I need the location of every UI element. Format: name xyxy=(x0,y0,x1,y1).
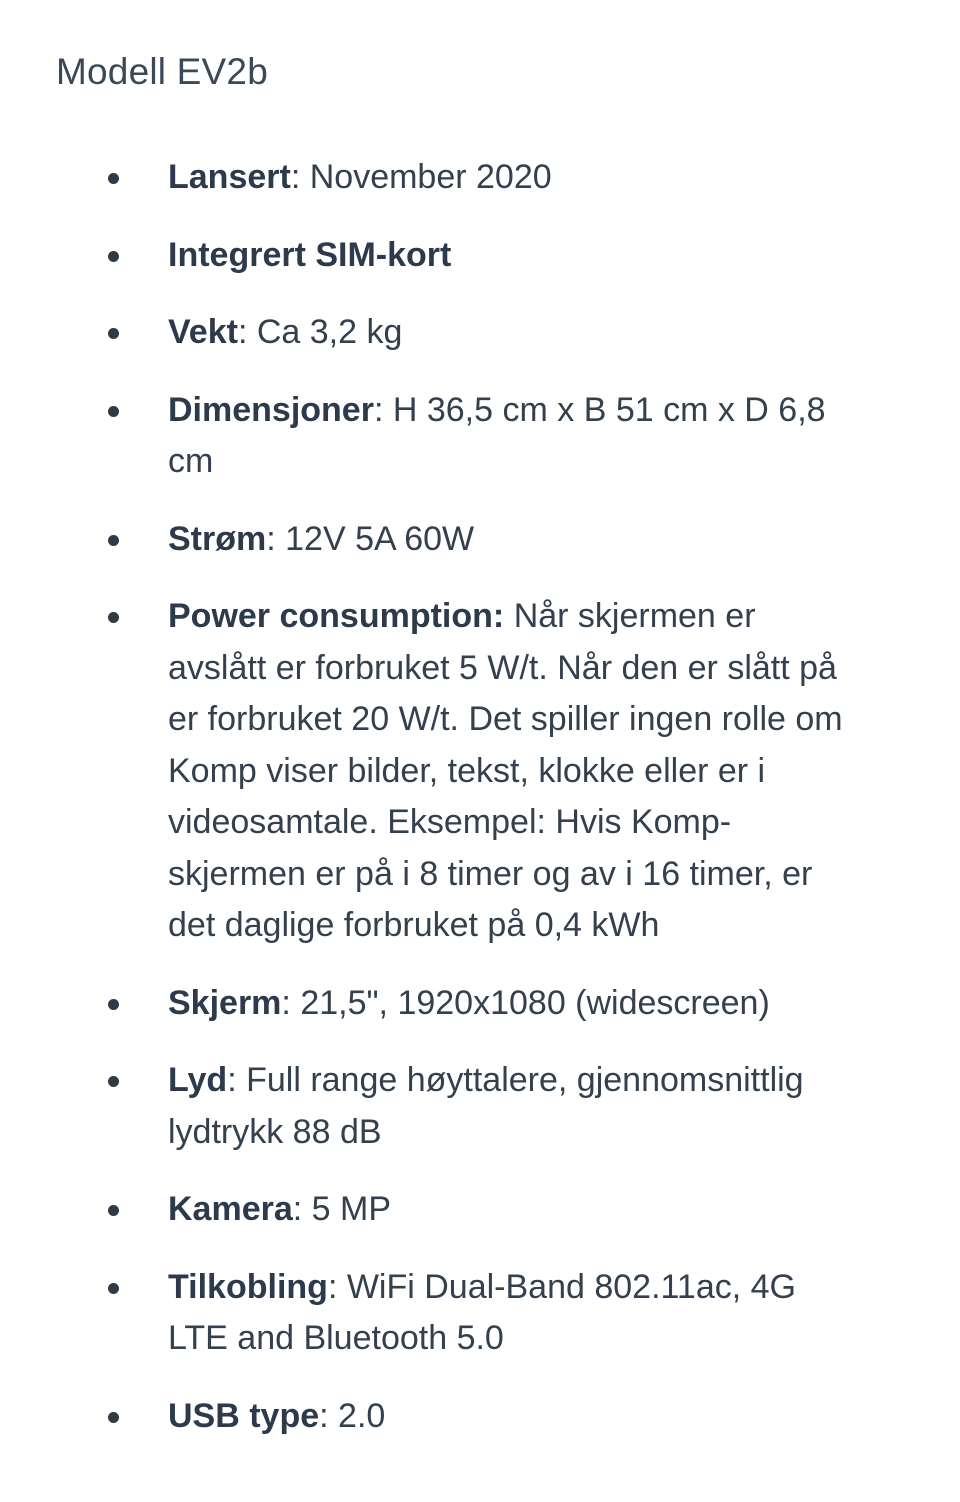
spec-separator: : xyxy=(290,158,310,196)
bullet-icon xyxy=(108,1412,119,1423)
bullet-icon xyxy=(108,535,119,546)
bullet-icon xyxy=(108,1076,119,1087)
spec-separator: : xyxy=(237,313,257,351)
spec-item-vekt xyxy=(0,307,960,359)
spec-value: Ca 3,2 kg xyxy=(256,313,403,351)
bullet-icon xyxy=(108,173,119,184)
bullet-icon xyxy=(108,1205,119,1216)
bullet-icon xyxy=(108,406,119,417)
bullet-icon xyxy=(108,1283,119,1294)
spec-key: Power consumption: xyxy=(168,597,505,635)
spec-key: USB type xyxy=(168,1396,320,1435)
spec-value: Når skjermen er avslått er forbruket 5 W/t. Når den er slått på er forbruket 20 W/t. Det spiller ingen rolle om Komp viser bilder, tekst, klokke eller er i videosamtale. Eksempel: Hvis Komp-skjermen er på i 8 timer og av i 16 timer, er det daglige forbruket på 0,4 kWh xyxy=(168,597,843,944)
spec-separator: : xyxy=(266,519,286,558)
spec-separator: : xyxy=(319,1396,339,1435)
spec-item-tilkobling xyxy=(0,1262,960,1365)
spec-separator: : xyxy=(281,983,301,1022)
spec-value: 2.0 xyxy=(338,1396,386,1435)
spec-key: Kamera xyxy=(168,1190,293,1228)
spec-key: Skjerm xyxy=(168,983,282,1022)
spec-item-strom xyxy=(0,514,960,566)
spec-value: WiFi Dual-Band 802.11ac, 4G LTE and Bluetooth 5.0 xyxy=(168,1267,796,1357)
spec-value: 5 MP xyxy=(311,1190,392,1228)
spec-separator xyxy=(504,597,513,635)
spec-separator: : xyxy=(373,390,393,429)
spec-separator: : xyxy=(227,1061,247,1099)
bullet-icon xyxy=(108,999,119,1010)
spec-value: 12V 5A 60W xyxy=(285,519,475,558)
spec-value: November 2020 xyxy=(309,158,552,196)
spec-item-sim xyxy=(0,230,960,282)
spec-item-lyd xyxy=(0,1055,960,1158)
spec-key: Strøm xyxy=(168,519,267,558)
spec-key: Dimensjoner xyxy=(168,390,374,429)
spec-key: Integrert SIM-kort xyxy=(168,235,452,274)
spec-key: Vekt xyxy=(168,313,238,351)
spec-item-kamera xyxy=(0,1184,960,1236)
bullet-icon xyxy=(108,612,119,623)
page-title: Modell EV2b xyxy=(56,51,268,92)
spec-key: Lyd xyxy=(168,1061,228,1099)
spec-separator: : xyxy=(327,1267,347,1306)
bullet-icon xyxy=(108,328,119,339)
spec-value: Full range høyttalere, gjennomsnittlig lydtrykk 88 dB xyxy=(168,1061,804,1151)
spec-item-skjerm xyxy=(0,978,960,1030)
spec-separator: : xyxy=(292,1190,312,1228)
spec-value: 21,5", 1920x1080 (widescreen) xyxy=(300,983,770,1022)
spec-value: H 36,5 cm x B 51 cm x D 6,8 cm xyxy=(168,390,826,480)
spec-list xyxy=(0,152,960,1468)
spec-key: Tilkobling xyxy=(168,1267,328,1306)
spec-item-dimensjoner xyxy=(0,385,960,488)
spec-item-lansert xyxy=(0,152,960,204)
spec-item-usb-type xyxy=(0,1391,960,1443)
spec-key: Lansert xyxy=(168,158,291,196)
spec-item-power-consumption xyxy=(0,591,960,952)
bullet-icon xyxy=(108,251,119,262)
